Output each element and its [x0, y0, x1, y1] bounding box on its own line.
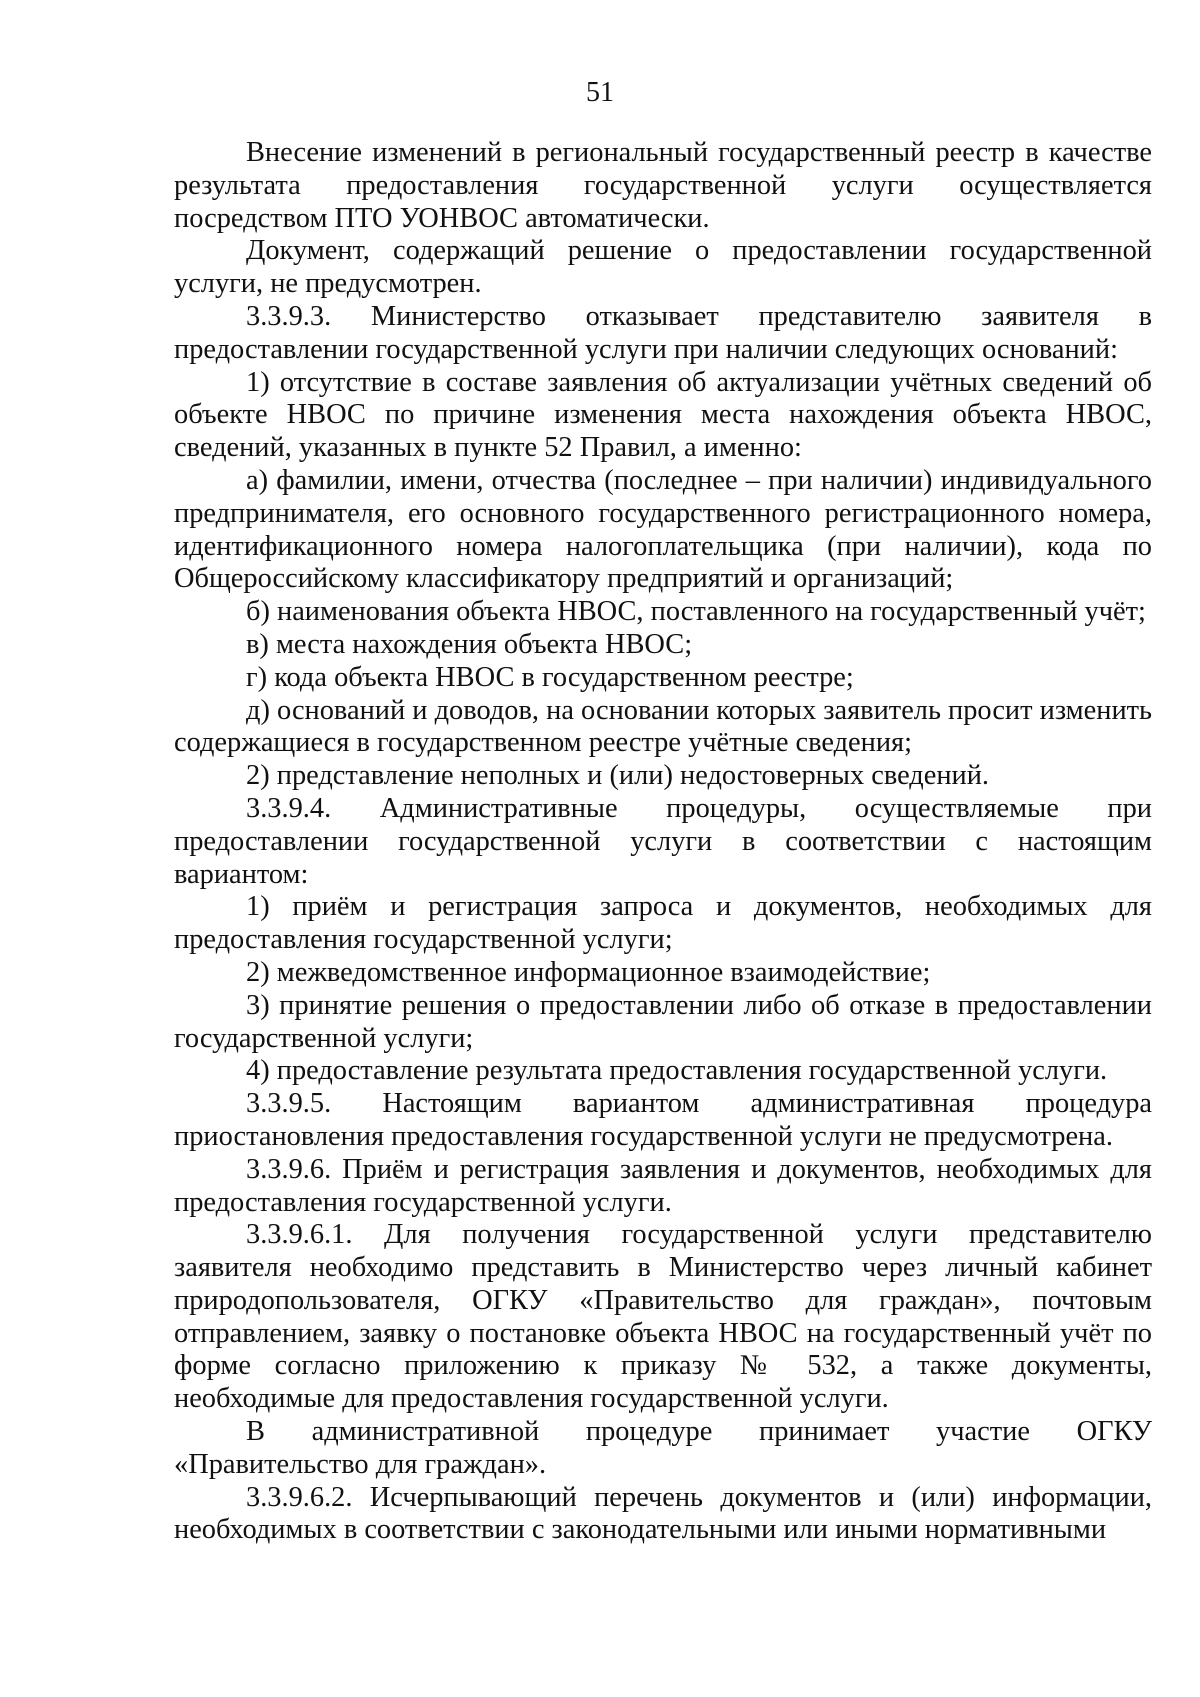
paragraph: д) оснований и доводов, на основании которых заявитель просит изменить содержащиеся в государственном реестре учётные сведения;: [174, 694, 1152, 759]
paragraph: 3.3.9.6.2. Исчерпывающий перечень документов и (или) информации, необходимых в соответствии с законодательными или иными нормативными: [174, 1481, 1152, 1546]
paragraph: 4) предоставление результата предоставления государственной услуги.: [246, 1055, 1108, 1087]
paragraph: 1) приём и регистрация запроса и документов, необходимых для предоставления государственной услуги;: [174, 891, 1152, 956]
paragraph: 3) принятие решения о предоставлении либо об отказе в предоставлении государственной услуги;: [174, 989, 1152, 1054]
paragraph: 1) отсутствие в составе заявления об актуализации учётных сведений об объекте НВОС по причине изменения места нахождения объекта НВОС, сведений, указанных в пункте 52 Правил, а именно:: [174, 366, 1152, 464]
paragraph: а) фамилии, имени, отчества (последнее – при наличии) индивидуального предпринимателя, его основного государственного регистрационного номера, идентификационного номера налогоплательщика (при наличии), кода по Общероссийскому классификатору предприятий и организаций;: [174, 464, 1152, 595]
document-body: [174, 137, 1152, 1547]
paragraph: 3.3.9.4. Административные процедуры, осуществляемые при предоставлении государственной услуги в соответствии с настоящим вариантом:: [174, 792, 1152, 890]
paragraph: В административной процедуре принимает участие ОГКУ «Правительство для граждан».: [174, 1416, 1152, 1480]
paragraph: 3.3.9.3. Министерство отказывает представителю заявителя в предоставлении государственной услуги при наличии следующих оснований:: [174, 300, 1152, 365]
paragraph: 3.3.9.6. Приём и регистрация заявления и документов, необходимых для предоставления государственной услуги.: [174, 1153, 1152, 1218]
paragraph: 2) представление неполных и (или) недостоверных сведений.: [246, 760, 990, 792]
paragraph: г) кода объекта НВОС в государственном реестре;: [246, 661, 854, 693]
paragraph: 2) межведомственное информационное взаимодействие;: [246, 956, 931, 988]
paragraph: 3.3.9.5. Настоящим вариантом административная процедура приостановления предоставления государственной услуги не предусмотрена.: [174, 1088, 1152, 1152]
paragraph: в) места нахождения объекта НВОС;: [246, 628, 693, 660]
paragraph: б) наименования объекта НВОС, поставленного на государственный учёт;: [246, 596, 1146, 628]
paragraph: Внесение изменений в региональный государственный реестр в качестве результата предоставления государственной услуги осуществляется посредством ПТО УОНВОС автоматически.: [174, 137, 1152, 234]
page-number: 51: [586, 77, 614, 108]
paragraph: 3.3.9.6.1. Для получения государственной услуги представителю заявителя необходимо представить в Министерство через личный кабинет природопользователя, ОГКУ «Правительство для граждан», почтовым отправлением, заявку о постановке объекта НВОС на государственный учёт по форме согласно приложению к приказу № 532, а также документы, необходимые для предоставления государственной услуги.: [174, 1219, 1152, 1415]
paragraph: Документ, содержащий решение о предоставлении государственной услуги, не предусмотрен.: [174, 235, 1152, 300]
